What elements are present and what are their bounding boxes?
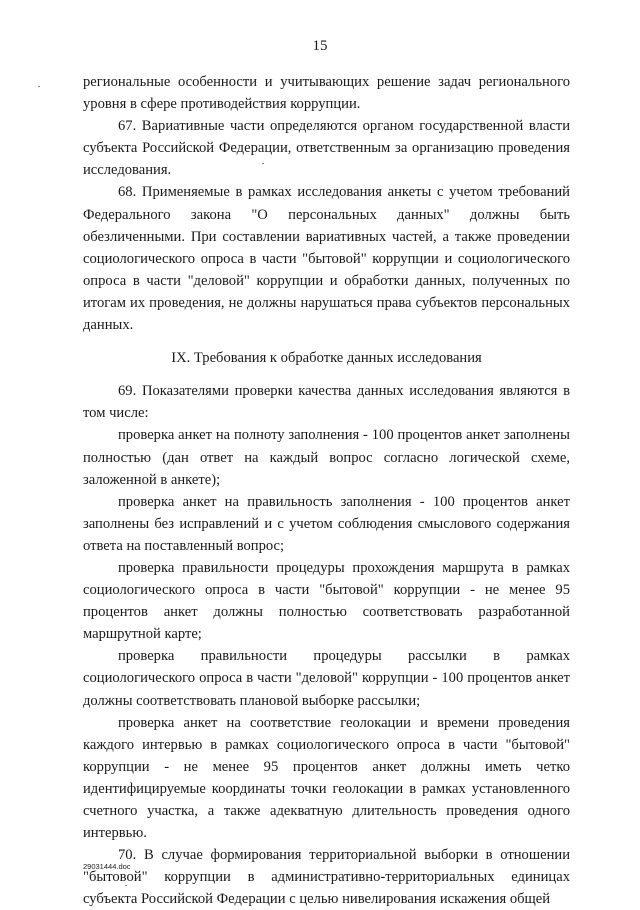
- list-item-geolocation-check: проверка анкет на соответствие геолокации и времени проведения каждого интервью в рамках социологического опроса в части "бытовой" коррупции - не менее 95 процентов анкет должны иметь четко идентифицируемые координаты точки геолокации в рамках установленного счетного участка, а также адекватную длительность проведения одного интервью.: [83, 714, 570, 842]
- list-item-route-check: проверка правильности процедуры прохождения маршрута в рамках социологического опроса в части "бытовой" коррупции - не менее 95 процентов анкет должны полностью соответствовать разработанной маршрутной карте;: [83, 559, 570, 643]
- document-body: [83, 71, 570, 910]
- list-item-correctness-check: проверка анкет на правильность заполнения - 100 процентов анкет заполнены без исправлений и с учетом соблюдения смыслового содержания ответа на поставленный вопрос;: [83, 493, 570, 554]
- paragraph-continuation: региональные особенности и учитывающих решение задач регионального уровня в сфере противодействия коррупции.: [83, 74, 570, 113]
- paragraph-67: 67. Вариативные части определяются органом государственной власти субъекта Российской Федерации, ответственным за организацию проведения исследования.: [83, 118, 570, 179]
- list-item-mailing-check: проверка правильности процедуры рассылки в рамках социологического опроса в части "деловой" коррупции - 100 процентов анкет должны соответствовать плановой выборке рассылки;: [83, 648, 570, 709]
- section-heading: IX. Требования к обработке данных исследования: [171, 350, 482, 367]
- paragraph-70: 70. В случае формирования территориальной выборки в отношении "бытовой" коррупции в административно-территориальных единицах субъекта Российской Федерации с целью нивелирования искажения общей: [83, 847, 570, 908]
- page-number: 15: [312, 38, 328, 54]
- scan-speck: [38, 86, 40, 87]
- scan-speck: [125, 885, 127, 886]
- scan-speck: [262, 163, 264, 164]
- list-item-completeness-check: проверка анкет на полноту заполнения - 100 процентов анкет заполнены полностью (дан ответ на каждый вопрос согласно логической схеме, заложенной в анкете);: [83, 427, 570, 488]
- paragraph-69: 69. Показателями проверки качества данных исследования являются в том числе:: [83, 383, 570, 422]
- paragraph-68: 68. Применяемые в рамках исследования анкеты с учетом требований Федерального закона "О персональных данных" должны быть обезличенными. При составлении вариативных частей, а также проведении социологического опроса в части "бытовой" коррупции и социологического опроса в части "деловой" коррупции и обработки данных, полученных по итогам их проведения, не должны нарушаться права субъектов персональных данных.: [83, 184, 570, 334]
- footer-file-code: 29031444.doc: [83, 862, 131, 871]
